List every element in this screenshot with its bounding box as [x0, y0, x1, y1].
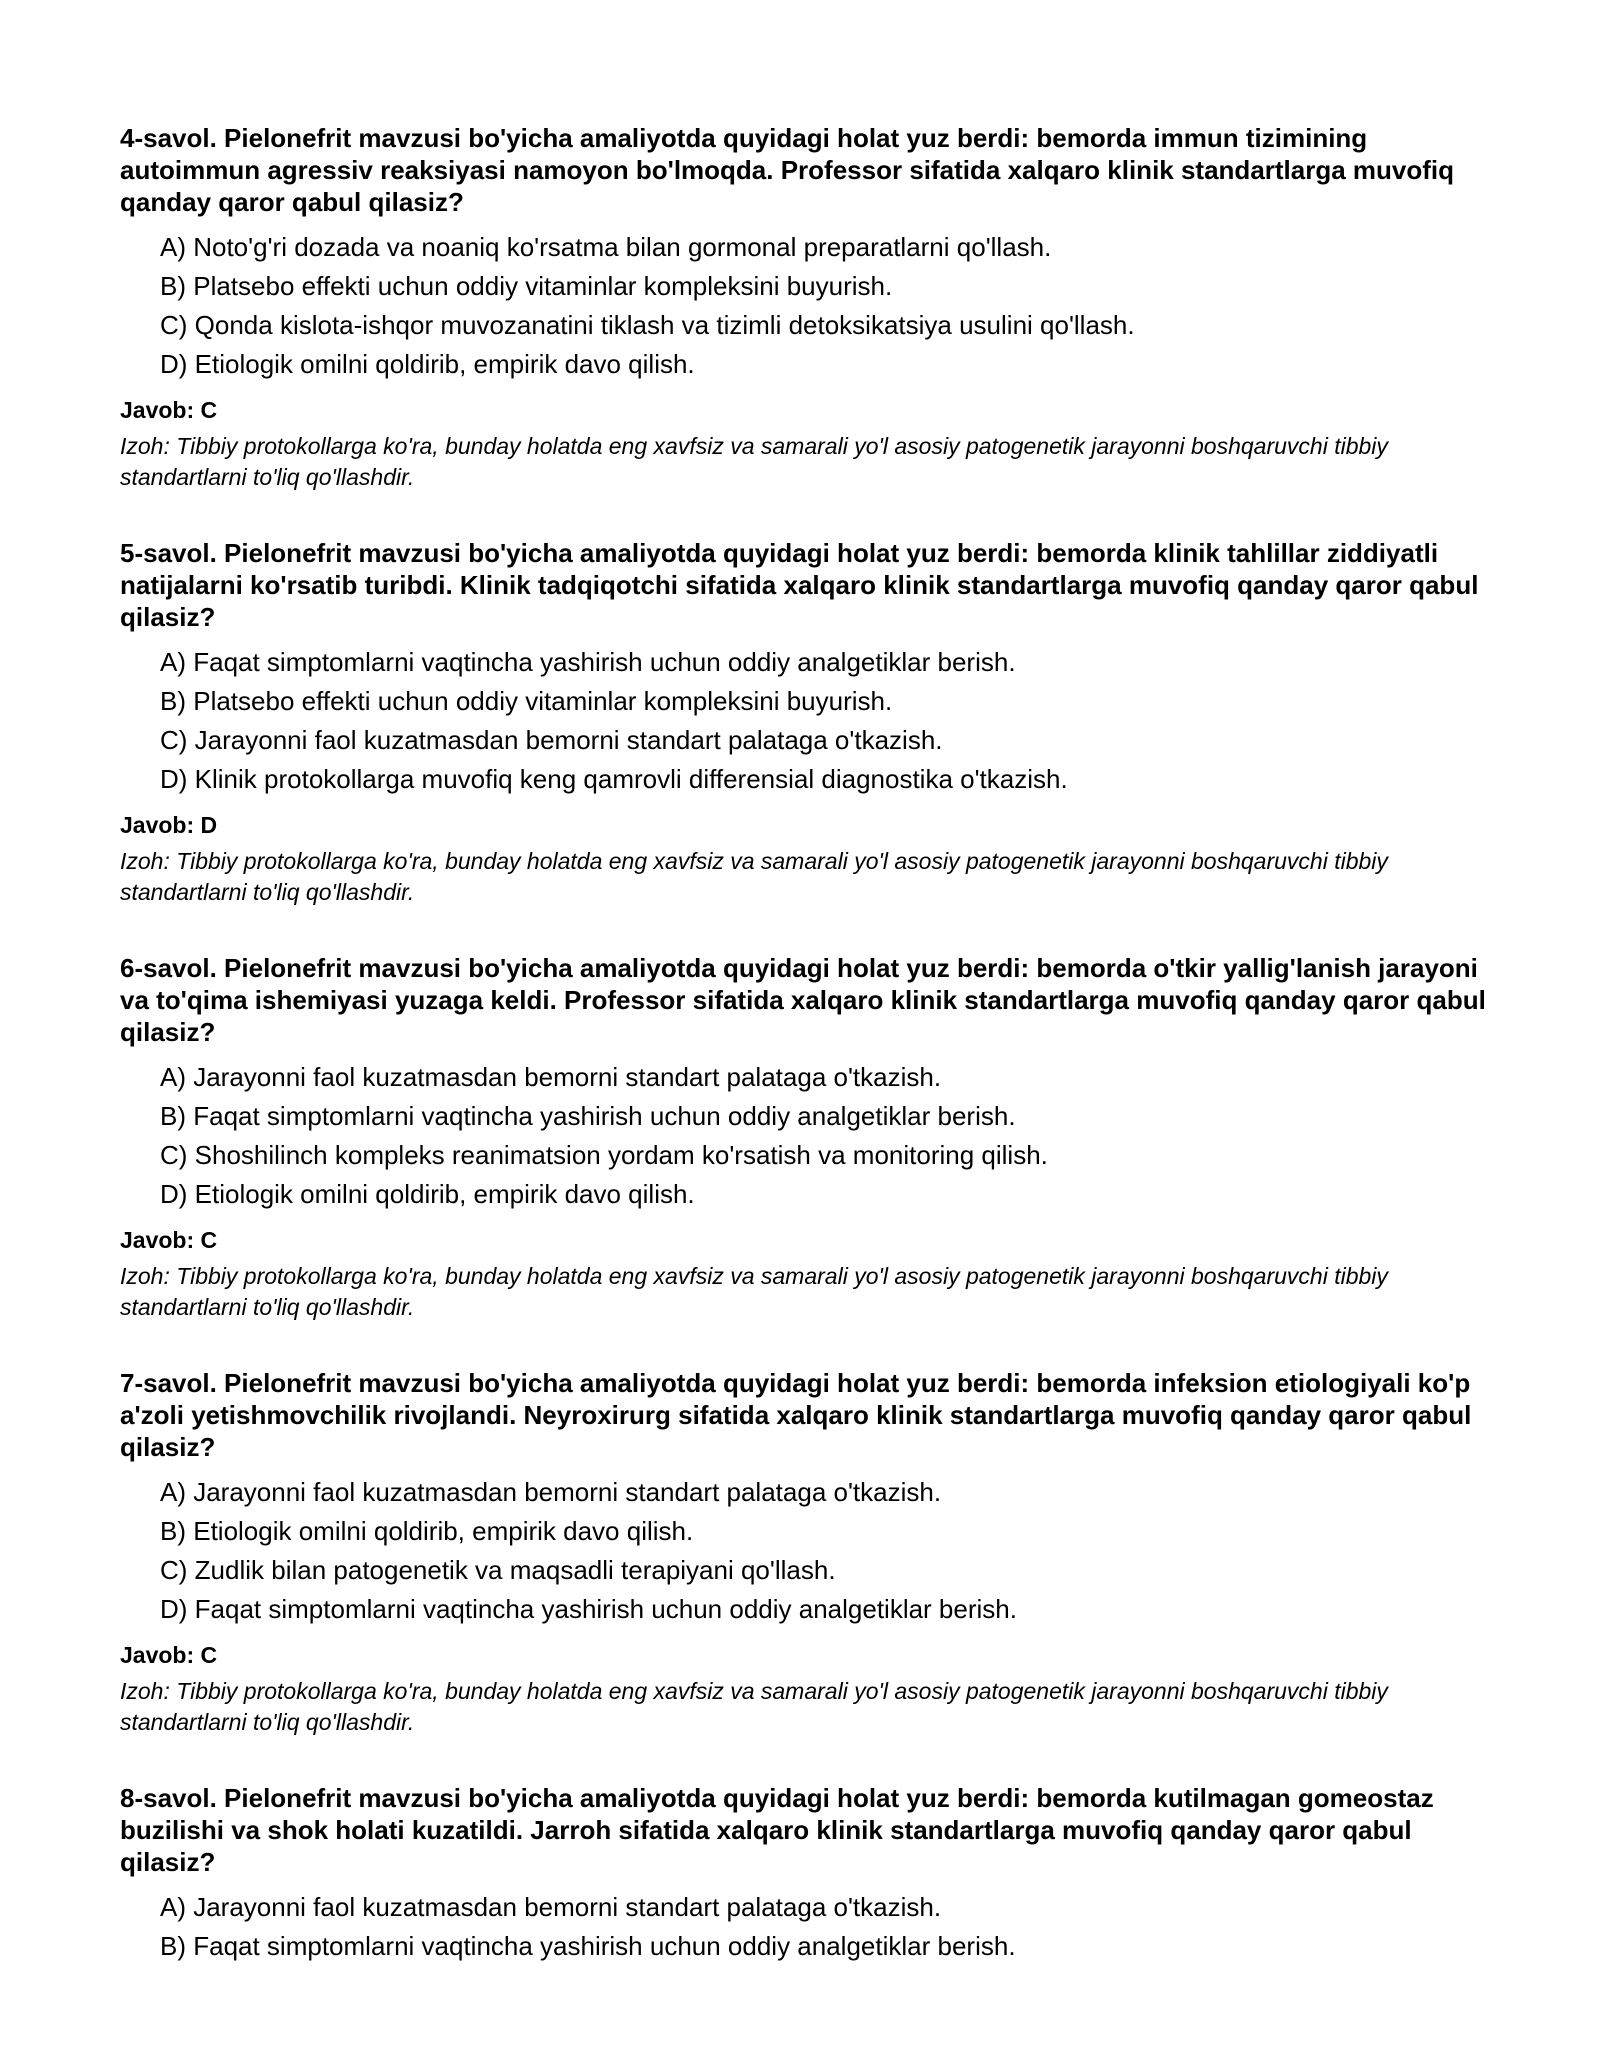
- question-6: [120, 952, 1500, 1323]
- question-title: 7-savol. Pielonefrit mavzusi bo'yicha amaliyotda quyidagi holat yuz berdi: bemorda infeksion etiologiyali ko'p a'zoli yetishmovchilik rivojlandi. Neyroxirurg sifatida xalqaro klinik standartlarga muvofiq qanday qaror qabul qilasiz?: [120, 1368, 1472, 1462]
- options-list: [120, 1062, 1500, 1209]
- question-4: [120, 122, 1500, 493]
- answer-label: Javob: C: [120, 1642, 218, 1668]
- options-list: [120, 1477, 1500, 1624]
- options-list: [120, 232, 1500, 379]
- option-c: C) Zudlik bilan patogenetik va maqsadli terapiyani qo'llash.: [160, 1555, 836, 1585]
- option-c: C) Qonda kislota-ishqor muvozanatini tiklash va tizimli detoksikatsiya usulini qo'llash.: [160, 310, 1135, 340]
- option-c: C) Shoshilinch kompleks reanimatsion yordam ko'rsatish va monitoring qilish.: [160, 1140, 1048, 1170]
- explanation-note: Izoh: Tibbiy protokollarga ko'ra, bunday holatda eng xavfsiz va samarali yo'l asosiy patogenetik jarayonni boshqaruvchi tibbiy standartlarni to'liq qo'llashdir.: [120, 848, 1388, 905]
- question-title: 8-savol. Pielonefrit mavzusi bo'yicha amaliyotda quyidagi holat yuz berdi: bemorda kutilmagan gomeostaz buzilishi va shok holati kuzatildi. Jarroh sifatida xalqaro klinik standartlarga muvofiq qanday qaror qabul qilasiz?: [120, 1783, 1434, 1877]
- options-list: [120, 1892, 1500, 1961]
- answer-label: Javob: D: [120, 812, 218, 838]
- answer-label: Javob: C: [120, 397, 218, 423]
- option-b: B) Platsebo effekti uchun oddiy vitaminlar kompleksini buyurish.: [160, 271, 893, 301]
- option-d: D) Klinik protokollarga muvofiq keng qamrovli differensial diagnostika o'tkazish.: [160, 764, 1068, 794]
- option-a: A) Jarayonni faol kuzatmasdan bemorni standart palataga o'tkazish.: [160, 1477, 942, 1507]
- question-title: 5-savol. Pielonefrit mavzusi bo'yicha amaliyotda quyidagi holat yuz berdi: bemorda klinik tahlillar ziddiyatli natijalarni ko'rsatib turibdi. Klinik tadqiqotchi sifatida xalqaro klinik standartlarga muvofiq qanday qaror qabul qilasiz?: [120, 538, 1479, 632]
- question-title: 6-savol. Pielonefrit mavzusi bo'yicha amaliyotda quyidagi holat yuz berdi: bemorda o'tkir yallig'lanish jarayoni va to'qima ishemiyasi yuzaga keldi. Professor sifatida xalqaro klinik standartlarga muvofiq qanday qaror qabul qilasiz?: [120, 953, 1486, 1047]
- explanation-note: Izoh: Tibbiy protokollarga ko'ra, bunday holatda eng xavfsiz va samarali yo'l asosiy patogenetik jarayonni boshqaruvchi tibbiy standartlarni to'liq qo'llashdir.: [120, 433, 1388, 490]
- question-title: 4-savol. Pielonefrit mavzusi bo'yicha amaliyotda quyidagi holat yuz berdi: bemorda immun tizimining autoimmun agressiv reaksiyasi namoyon bo'lmoqda. Professor sifatida xalqaro klinik standartlarga muvofiq qanday qaror qabul qilasiz?: [120, 123, 1455, 217]
- option-d: D) Faqat simptomlarni vaqtincha yashirish uchun oddiy analgetiklar berish.: [160, 1594, 1017, 1624]
- option-b: B) Platsebo effekti uchun oddiy vitaminlar kompleksini buyurish.: [160, 686, 893, 716]
- option-a: A) Noto'g'ri dozada va noaniq ko'rsatma bilan gormonal preparatlarni qo'llash.: [160, 232, 1052, 262]
- document-page: [120, 122, 1500, 2005]
- question-7: [120, 1367, 1500, 1738]
- option-b: B) Faqat simptomlarni vaqtincha yashirish uchun oddiy analgetiklar berish.: [160, 1931, 1016, 1961]
- options-list: [120, 647, 1500, 794]
- option-a: A) Jarayonni faol kuzatmasdan bemorni standart palataga o'tkazish.: [160, 1062, 942, 1092]
- explanation-note: Izoh: Tibbiy protokollarga ko'ra, bunday holatda eng xavfsiz va samarali yo'l asosiy patogenetik jarayonni boshqaruvchi tibbiy standartlarni to'liq qo'llashdir.: [120, 1678, 1388, 1735]
- option-d: D) Etiologik omilni qoldirib, empirik davo qilish.: [160, 349, 695, 379]
- option-b: B) Etiologik omilni qoldirib, empirik davo qilish.: [160, 1516, 694, 1546]
- option-a: A) Faqat simptomlarni vaqtincha yashirish uchun oddiy analgetiklar berish.: [160, 647, 1016, 677]
- option-d: D) Etiologik omilni qoldirib, empirik davo qilish.: [160, 1179, 695, 1209]
- option-b: B) Faqat simptomlarni vaqtincha yashirish uchun oddiy analgetiklar berish.: [160, 1101, 1016, 1131]
- option-a: A) Jarayonni faol kuzatmasdan bemorni standart palataga o'tkazish.: [160, 1892, 942, 1922]
- explanation-note: Izoh: Tibbiy protokollarga ko'ra, bunday holatda eng xavfsiz va samarali yo'l asosiy patogenetik jarayonni boshqaruvchi tibbiy standartlarni to'liq qo'llashdir.: [120, 1263, 1388, 1320]
- answer-label: Javob: C: [120, 1227, 218, 1253]
- option-c: C) Jarayonni faol kuzatmasdan bemorni standart palataga o'tkazish.: [160, 725, 943, 755]
- question-5: [120, 537, 1500, 908]
- question-8: [120, 1782, 1500, 1961]
